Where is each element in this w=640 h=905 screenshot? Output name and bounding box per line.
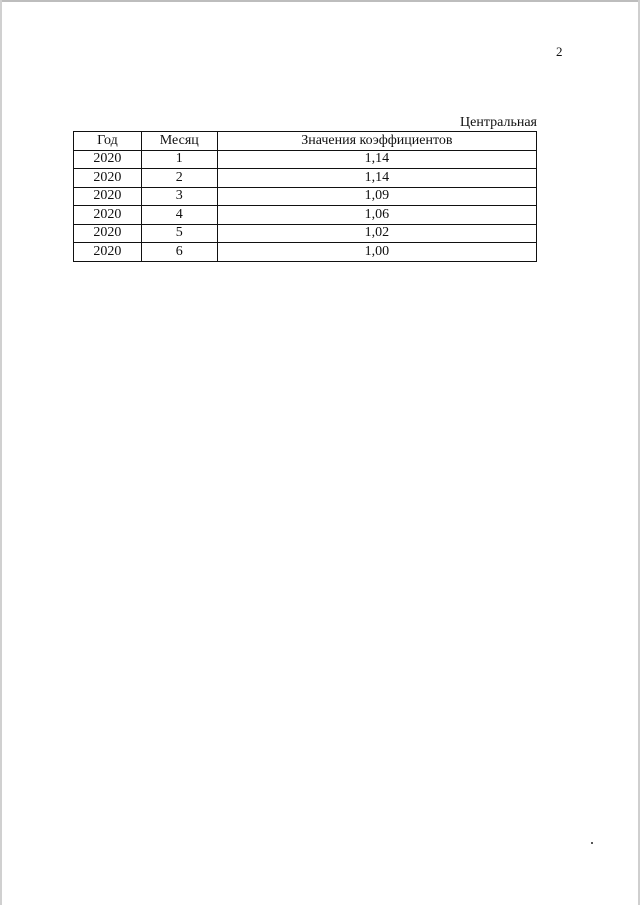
cell-value: 1,14 (217, 150, 536, 169)
table-row (74, 206, 537, 225)
cell-month: 3 (141, 187, 217, 206)
table-row (74, 187, 537, 206)
header-year: Год (74, 132, 142, 151)
coefficients-table (73, 131, 537, 262)
cell-month: 1 (141, 150, 217, 169)
table-row (74, 224, 537, 243)
cell-month: 4 (141, 206, 217, 225)
page-left-edge (0, 0, 2, 905)
cell-year: 2020 (74, 224, 142, 243)
table-row (74, 169, 537, 188)
cell-month: 5 (141, 224, 217, 243)
table-header-row (74, 132, 537, 151)
page-number: 2 (556, 44, 563, 59)
cell-year: 2020 (74, 169, 142, 188)
table-row (74, 243, 537, 262)
cell-month: 2 (141, 169, 217, 188)
cell-year: 2020 (74, 206, 142, 225)
region-caption: Центральная (460, 115, 537, 130)
table-row (74, 150, 537, 169)
cell-value: 1,09 (217, 187, 536, 206)
cell-year: 2020 (74, 150, 142, 169)
cell-month: 6 (141, 243, 217, 262)
header-month: Месяц (141, 132, 217, 151)
page-top-edge (0, 0, 640, 2)
header-coefficient-values: Значения коэффициентов (217, 132, 536, 151)
cell-value: 1,00 (217, 243, 536, 262)
cell-value: 1,06 (217, 206, 536, 225)
scan-dot (591, 842, 593, 844)
cell-year: 2020 (74, 187, 142, 206)
cell-year: 2020 (74, 243, 142, 262)
cell-value: 1,14 (217, 169, 536, 188)
cell-value: 1,02 (217, 224, 536, 243)
